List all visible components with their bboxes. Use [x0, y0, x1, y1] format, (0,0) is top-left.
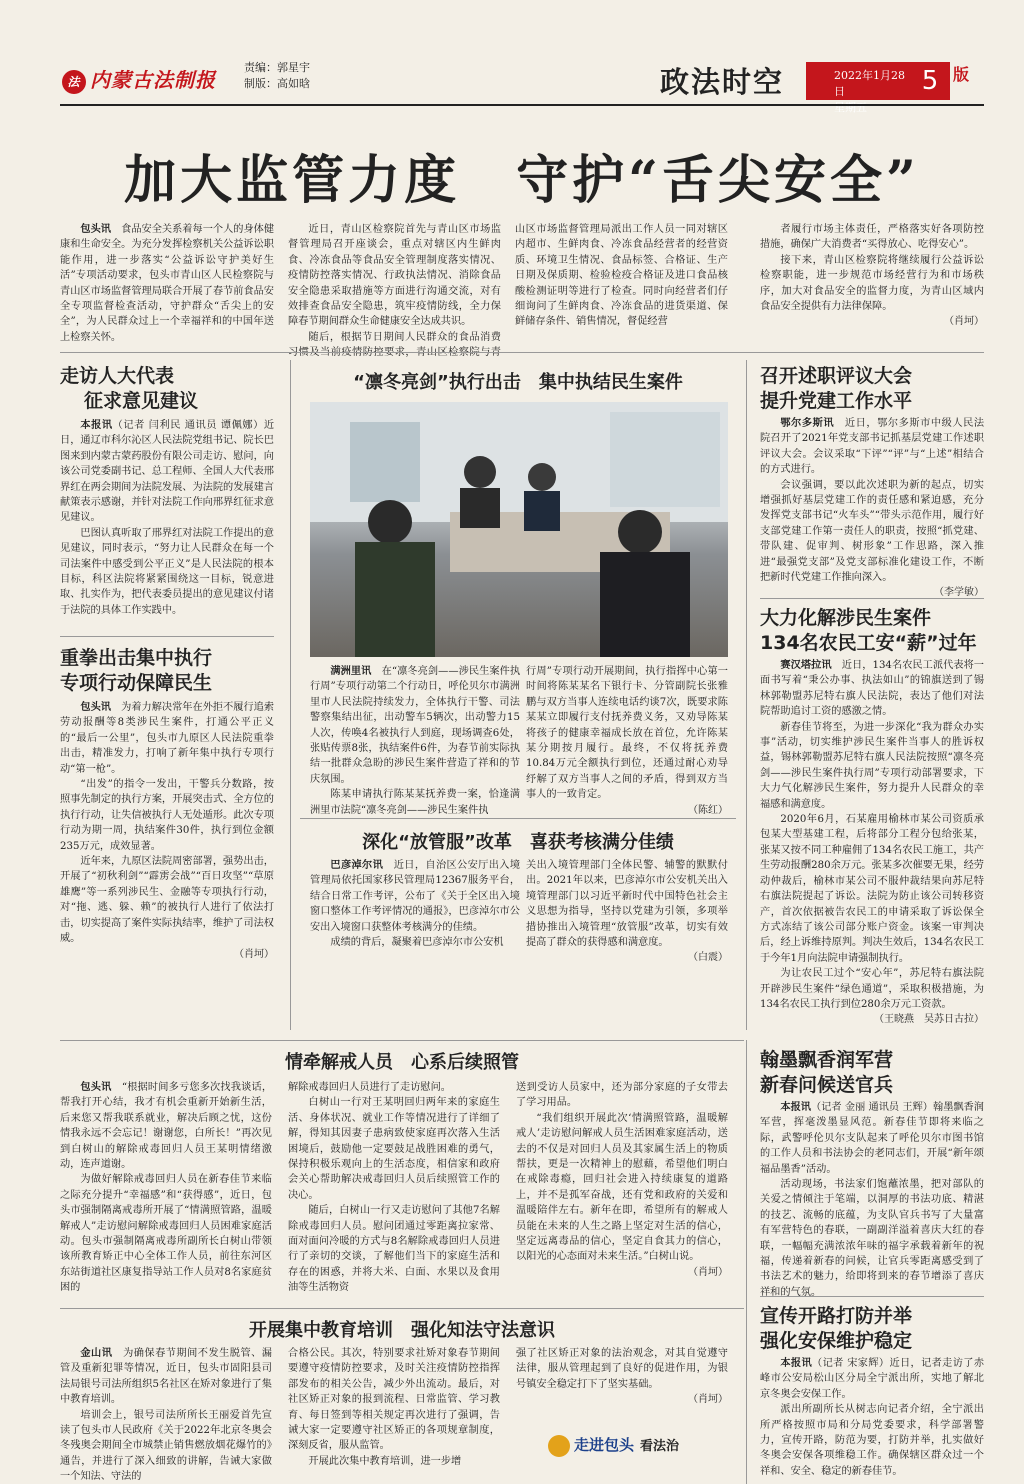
page-number: 5 — [910, 62, 950, 100]
article-title: 情牵解戒人员 心系后续照管 — [285, 1052, 519, 1073]
editor-credits — [244, 60, 310, 92]
dateline: 包头讯 — [80, 701, 111, 713]
main-headline: 加大监管力度 守护“舌尖安全” — [124, 150, 920, 211]
article-review: 召开述职评议大会 提升党建工作水平 鄂尔多斯讯 近日，鄂尔多斯市中级人民法院召开了2021年党支部书记抓基层党建工作述职评议大会。会议采取“下评”“评”与“上述”相结合的方式进行。 会议强调，要以此次述职为新的起点，切实增强抓好基层党建工作的责任感和紧迫感，充分发挥党支部书记“火车头”“带头示范作用，履行好支部党建工作第一责任人的职责，按照“抓党建、带队建、促审判、树形象”工作思路，深入推进“最强党支部”及党支部标准化建设工作，不断把新时代党建工作推向深入。 （李学敏） — [760, 364, 984, 601]
section-title: 政法时空 — [660, 65, 785, 99]
article-edu-col1: 金山讯 为确保春节期间不发生脱管、漏管及重新犯罪等情况，近日，包头市固阳县司法局银号司法所组织5名社区在矫对象进行了集中教育培训。 培训会上，银号司法所所长王丽爱首先宣读了包头市人民政府《关于2022年北京冬奥会冬残奥会期间全市城禁止销售燃放烟花爆竹的》通告，并进行了深入细致的讲解，告诫大家做一个知法、守法的 — [60, 1347, 272, 1482]
byline: （记者 闫利民 通讯员 谭佩娜） — [112, 420, 264, 431]
divider — [60, 1040, 744, 1041]
dateline: 包头讯 — [80, 223, 111, 235]
divider — [300, 818, 736, 819]
article-ink: 翰墨飘香润军营 新春问候送官兵 本报讯（记者 金丽 通讯员 王辉）翰墨飘香润军营，挥毫泼墨显风范。新春佳节即将来临之际，武警呼伦贝尔支队起来了呼伦贝尔市图书馆的工作人员和书法协会的老同志们，开展“新年颂福品墨香”活动。 活动现场，书法家们饱蘸浓墨，把对部队的关爱之情倾注于笔端，以洞厚的书法功底、精湛的技艺、流畅的底蕴，为支队官兵书写了大量富有军营特色的春联，一副副洋溢着喜庆大红的春联，一幅幅充满浓浓年味的福字承载着新年的祝福，传递着新春的问候，让官兵零距离感受到了书法艺术的魅力，给即将到来的春节增添了喜庆祥和的气氛。 — [760, 1049, 984, 1298]
article-sword-col1: 满洲里讯 在“凛冬亮剑——涉民生案件执行周”专项行动第二个行动日，呼伦贝尔市满洲里市人民法院持续发力，全体执行干警、司法警察集结出征，出动警车5辆次，出动警力15人次，传唤4名被执行人到庭，现场调查6处，张贴传票8张，执结案件6件，为春节前实际执结一批群众急盼的涉民生案件营造了祥和的节庆氛围。 陈某申请执行陈某某抚养费一案，恰逢满洲里市法院“凛冬亮剑——涉民生案件执 — [310, 665, 521, 816]
dateline: 赛汉塔拉讯 — [780, 659, 832, 671]
article-title: “凛冬亮剑”执行出击 集中执结民生案件 — [353, 372, 683, 393]
signature: （李学敏） — [934, 587, 984, 599]
maker-name: 制版：高如晗 — [244, 77, 310, 90]
issue-date: 2022年1月28日 — [834, 69, 905, 98]
article-subtitle: 强化安保维护稳定 — [760, 1330, 913, 1352]
article-edu-col3: 强了社区矫正对象的法治观念，对其自觉遵守法律，服从管理起到了良好的促进作用，为银号镇安全稳定打下了坚实基础。 （肖坷） — [516, 1346, 728, 1408]
signature: （肖坷） — [688, 1266, 728, 1278]
dateline: 巴彦淖尔讯 — [330, 859, 384, 871]
editor-name: 责编：郭星宇 — [244, 61, 310, 74]
article-sword-col2: 行周”专项行动开展期间，执行指挥中心第一时间将陈某某名下银行卡、分管副院长张雅鹏与双方当事人连续电话约谈7次，既要求陈某某立即履行支付抚养费义务，又劝导陈某将孩子的健康幸福成长放在首位，允许陈某某分期按月履行。最终，不仅将抚养费10.84万元全额执行到位，还通过耐心劝导纾解了双方当事人之间的矛盾，得到双方当事人的一致肯定。 （陈红） — [526, 664, 728, 818]
signature: （肖坷） — [944, 316, 984, 328]
dateline: 本报讯 — [80, 419, 113, 431]
byline: （记者 金丽 通讯员 王辉） — [811, 1102, 933, 1113]
article-title: 翰墨飘香润军营 — [760, 1049, 894, 1071]
divider — [60, 1308, 744, 1309]
divider — [60, 352, 984, 353]
page-suffix: 版 — [953, 65, 970, 84]
article-title: 重拳出击集中执行 — [60, 647, 213, 669]
article-subtitle: 134名农民工安“薪”过年 — [760, 632, 977, 654]
signature: （陈红） — [688, 804, 728, 816]
article-title: 宣传开路打防并举 — [760, 1305, 913, 1327]
dateline: 满洲里讯 — [330, 665, 372, 677]
column-rule — [746, 1040, 747, 1484]
article-title: 开展集中教育培训 强化知法守法意识 — [249, 1320, 555, 1341]
article-road: 宣传开路打防并举 强化安保维护稳定 本报讯（记者 宋家辉）近日，记者走访了赤峰市公安局松山区分局全宁派出所，实地了解北京冬奥会安保工作。 派出所副所长从树志向记者介绍，全宁派出所严格按照市局和分局党委要求，科学部署警力，宣传开路，防范为要，打防并举，扎实做好冬奥会安保各项维稳工作。确保辖区群众过一个祥和、安全、稳定的新春佳节。 — [760, 1305, 984, 1477]
article-subtitle: 新春问候送官兵 — [760, 1074, 894, 1096]
byline: （记者 宋家辉） — [812, 1358, 890, 1369]
article-care-col2: 解除戒毒回归人员进行了走访慰问。 白树山一行对王某明回归两年来的家庭生活、身体状况、就业工作等情况进行了详细了解，得知其因妻子患病致使家庭再次落入生活困境后，鼓励他一定要鼓足战胜困难的勇气，保持积极乐观向上的生活态度，相信家和政府会关心帮助解决戒毒回归人员后续照管工作的决心。 随后，白树山一行又走访慰问了其他7名解除戒毒回归人员。慰问团通过零距离拉家常、面对面问冷暖的方式与8名解除戒毒回归人员进行了亲切的交谈，了解他们当下的家庭生活和存在的困惑，并将大米、白面、水果以及食用油等生活物资 — [288, 1082, 500, 1294]
dateline: 本报讯 — [780, 1357, 813, 1369]
article-release-col2: 关出入境管理部门全体民警、辅警的默默付出。2021年以来，巴彦淖尔市公安机关出入境管理部门以习近平新时代中国特色社会主义思想为指导，坚持以党建为引领，多项举措协推出入境管理“放管服”改革，切实有效提高了群众的获得感和满意度。 （白震） — [526, 858, 728, 966]
top-article-col4: 者履行市场主体责任，严格落实好各项防控措施，确保广大消费者“买得放心、吃得安心”。 接下来，青山区检察院将继续履行公益诉讼检察职能，进一步规范市场经营行为和市场秩序，加大对食品安全的监督力度，为青山区域内食品安全提供有力法律保障。 （肖坷） — [760, 222, 984, 330]
signature: （肖坷） — [234, 948, 274, 960]
article-subtitle: 征求意见建议 — [84, 390, 199, 412]
divider — [60, 636, 274, 637]
article-punch: 重拳出击集中执行 专项行动保障民生 包头讯 为着力解决常年在外拒不履行追索劳动报酬等8类涉民生案件，打通公平正义的“最后一公里”，包头市九原区人民法院重拳出击，精准发力，打响了新年集中执行专项行动“第一枪”。 “出发”的指令一发出，干警兵分数路，按照事先制定的执行方案，开展突击式、全方位的执行行动，让失信被执行人无处遁形。此次专项行动为期一周，执结案件30件，执行到位金额235万元，成效显著。 近年来，九原区法院周密部署，强势出击，开展了“初秋利剑”“霹雳会战”“百日攻坚”“草原雄鹰”等一系列涉民生、金融等专项执行行动，对“拖、逃、躲、赖”的被执行人进行了依法打击，切实提高了案件实际执结率，维护了司法权威。 （肖坷） — [60, 646, 274, 962]
article-title: 大力化解涉民生案件 — [760, 607, 932, 629]
dateline: 金山讯 — [80, 1347, 113, 1359]
article-subtitle: 专项行动保障民生 — [60, 672, 213, 694]
issue-weekday: 星期五 — [834, 101, 867, 114]
newspaper-emblem-icon: 法 — [62, 70, 86, 94]
article-wage: 大力化解涉民生案件 134名农民工安“薪”过年 赛汉塔拉讯 近日，134名农民工派代表将一面书写着“秉公办事、执法如山”的锦旗送到了锡林郭勒盟苏尼特右旗人民法院，表达了他们对法院帮助追讨工资的感激之情。 新春佳节将至，为进一步深化“我为群众办实事”活动，切实维护涉民生案件当事人的胜诉权益，锡林郭勒盟苏尼特右旗人民法院按照“凛冬亮剑——涉民生案件执行周”专项行动部署要求，下大力气化解涉民生案件，努力提升人民群众的幸福感和满意度。 2020年6月，石某雇用榆林市某公司资质承包某大型基建工程，后将部分工程分包给张某，张某又按不同工种雇佣了134名农民工施工，共产生劳动报酬280余万元。张某多次催要无果，经劳动仲裁后，榆林市某公司不服仲裁结果向苏尼特右旗法院提起了诉讼。法院为防止该公司转移资产，首次依据被告农民工的申请采取了诉讼保全方式冻结了该公司部分账户资金。该案一审判决后，经上诉维持原判。判决生效后，134名农民工于今年1月向法院申请强制执行。 为让农民工过个“安心年”，苏尼特右旗法院开辟涉民生案件“绿色通道”，采取积极措施，为134名农民工执行到位280余万元工资款。 （王晓燕 吴苏日古拉） — [760, 606, 984, 1028]
article-edu-col2: 合格公民。其次，特别要求社矫对象春节期间要遵守疫情防控要求，及时关注疫情防控指挥部发布的相关公告，减少外出流动。最后，对社区矫正对象的报到流程、日常监管、学习教育、每日签到等相关规定再次进行了强调，告诫大家一定要遵守社区矫正的各项规章制度，深刻反省，服从监管。 开展此次集中教育培训，进一步增 — [288, 1348, 500, 1467]
footer-emblem-icon — [548, 1435, 570, 1457]
footer-logo: 走进包头 看法治 — [548, 1434, 679, 1457]
article-care-col1: 包头讯 “根据时间多亏您多次找我谈话，帮我打开心结，我才有机会重新开始新生活，后来您又帮我联系就业，解决后顾之忧，这份情我永远不会忘记！谢谢您，白所长！”再次见到白树山的解除戒毒回归人员王某明情绪激动，连声道谢。 为做好解除戒毒回归人员在新春佳节来临之际充分提升“幸福感”和“获得感”，近日，包头市强制隔离戒毒所开展了“情满照管路，温暖解戒人”走访慰问解除戒毒回归人员困难家庭活动。包头市强制隔离戒毒所副所长白树山带领该所教育矫正中心全体工作人员，前往东河区东站街道社区康复指导站工作人员对8名家庭贫困的 — [60, 1081, 273, 1294]
article-release-col1: 巴彦淖尔讯 近日，自治区公安厅出入境管理局依托国家移民管理局12367服务平台，结合日常工作考评，公布了《关于全区出入境窗口整体工作考评情况的通报》，巴彦淖尔市公安出入境窗口获整体考核满分的佳绩。 成绩的背后，凝聚着巴彦淖尔市公安机 — [310, 859, 521, 949]
article-subtitle: 提升党建工作水平 — [760, 390, 913, 412]
article-title: 深化“放管服”改革 喜获考核满分佳绩 — [362, 832, 674, 853]
signature: （王晓燕 吴苏日古拉） — [874, 1014, 984, 1026]
article-title: 走访人大代表 — [60, 365, 175, 387]
dateline: 包头讯 — [80, 1081, 112, 1093]
photo-illustration — [310, 402, 728, 657]
column-rule — [746, 360, 747, 1030]
divider — [760, 1296, 984, 1297]
newspaper-logo: 法 内蒙古法制报 — [62, 64, 232, 90]
top-article-col1: 包头讯 食品安全关系着每一个人的身体健康和生命安全。为充分发挥检察机关公益诉讼职能作用，进一步落实“公益诉讼守护美好生活”专项活动要求，包头市青山区人民检察院与青山区市场监督管理局联合开展了春节前食品安全专项监督检查活动，守护群众“舌尖上的安全”，为人民群众过上一个幸福祥和的中国年送上检察关怀。 — [60, 223, 275, 343]
article-visit: 走访人大代表 征求意见建议 本报讯（记者 闫利民 通讯员 谭佩娜）近日，通辽市科尔沁区人民法院党组书记、院长巴图来到内蒙古蒙药股份有限公司走访、慰问，向该公司党委副书记、总工程师、全国人大代表邢界红在两会期间为法院发展、为法院的发展建言献策表示感谢，并针对法院工作向邢界红征求意见建议。 巴图认真听取了邢界红对法院工作提出的意见建议，同时表示，“努力让人民群众在每一个司法案件中感受到公平正义”是人民法院的根本目标，科区法院将紧紧围绕这一目标，锐意进取、扎实作为，把代表委员提出的意见建议付诸于法院的具体工作实践中。 — [60, 365, 275, 616]
dateline: 本报讯 — [780, 1101, 811, 1113]
article-care-col3: 送到受访人员家中，还为部分家庭的子女带去了学习用品。 “我们组织开展此次‘情满照管路，温暖解戒人’走访慰问解戒人员生活困难家庭活动，送去的不仅是对回归人员及其家属生活上的物质帮扶，更是一次精神上的慰藉，希望他们明白在戒除毒瘾，回归社会进入持续康复的道路上，并不是孤军奋战，还有党和政府的关爱和温暖陪伴左右。新年在即，希望所有的解戒人员能在未来的人生之路上坚定对生活的信心，坚定远离毒品的信心，坚定自食其力的信心，以阳光的心态面对未来生活。”白树山说。 （肖坷） — [516, 1080, 728, 1280]
masthead-rule — [60, 104, 984, 106]
date-box — [806, 62, 910, 114]
article-title: 召开述职评议大会 — [760, 365, 913, 387]
divider — [760, 598, 984, 599]
dateline: 鄂尔多斯讯 — [780, 417, 835, 429]
top-article-col2: 近日，青山区检察院首先与青山区市场监督管理局召开座谈会，重点对辖区内生鲜肉食、冷冻食品等食品安全管理制度落实情况、疫情防控落实情况、行政执法情况、消除食品安全隐患采取措施等方面进行沟通交流，对有效排查食品安全隐患，筑牢疫情防线，全力保障春节期间群众生命健康安全达成共识。 随后，根据节日期间人民群众的食品消费习惯及当前疫情防控要求，青山区检察院与青山区市场监督管理局派出工作人员一同对辖区内超市、生鲜肉食、冷冻食品经营者的经营资质、环境卫生情况、食品标签、合格证、生产日期及保质期、检验检疫合格证及进口食品核酸检测证明等进行了检查。同时向经营者们仔细询问了生鲜肉食、冷冻食品的进货渠道、保鲜储存条件、销售情况，督促经营 — [288, 224, 728, 359]
column-rule — [290, 360, 291, 1030]
signature: （白震） — [688, 952, 728, 964]
signature: （肖坷） — [688, 1394, 728, 1406]
article-photo — [310, 402, 728, 657]
